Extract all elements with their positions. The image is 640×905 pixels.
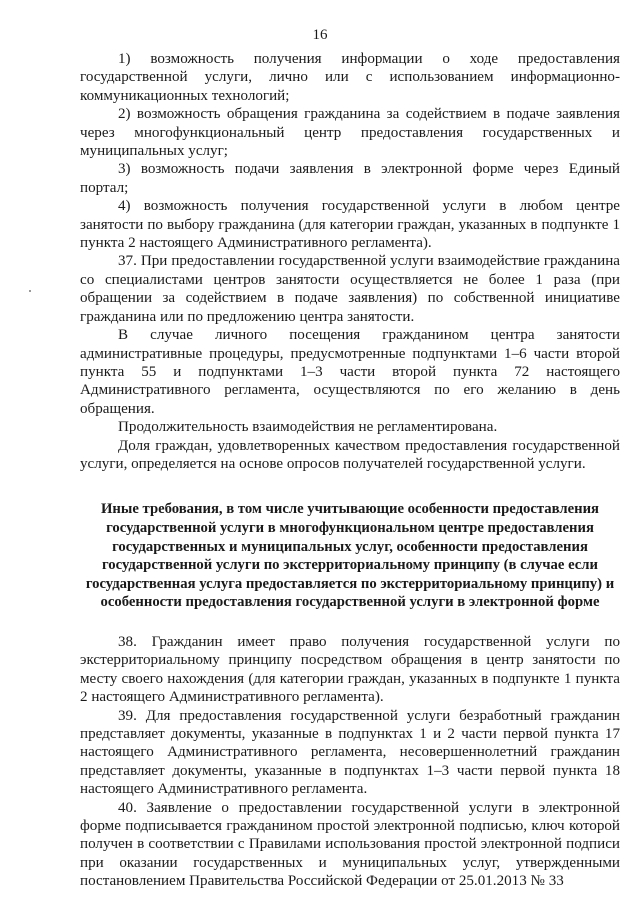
document-body [80,50,620,891]
paragraph-item-1: 1) возможность получения информации о ходе предоставления государственной услуги, лично или с использованием информационно-коммуникационных технологий; [80,51,620,104]
paragraph-item-2: 2) возможность обращения гражданина за содействием в подаче заявления через многофункциональный центр предоставления государственных и муниципальных услуг; [80,106,620,160]
paragraph-40: 40. Заявление о предоставлении государственной услуги в электронной форме подписывается гражданином простой электронной подписью, ключ которой получен в соответствии с Правилами использования простой электронной подписи при оказании государственных и муниципальных услуг, утвержденными постановлением Правительства Российской Федерации от 25.01.2013 № 33 [80,799,620,890]
paragraph-item-3: 3) возможность подачи заявления в электронной форме через Единый портал; [80,161,620,196]
paragraph-satisfaction: Доля граждан, удовлетворенных качеством предоставления государственной услуги, определяется на основе опросов получателей государственной услуги. [80,437,620,472]
paragraph-37: 37. При предоставлении государственной услуги взаимодействие гражданина со специалистами центров занятости осуществляется не более 1 раза (при обращении за содействием в подаче заявления) по собственной инициативе гражданина или по предложению центра занятости. [80,253,620,325]
section-heading: Иные требования, в том числе учитывающие особенности предоставления государственной услуги в многофункциональном центре предоставления государственных и муниципальных услуг, особенности предоставления государственной услуги по экстерриториальному принципу (в случае если государственная услуга предоставляется по экстерриториальному принципу) и особенности предоставления государственной услуги в электронной форме [85,501,615,611]
paragraph-38: 38. Гражданин имеет право получения государственной услуги по экстерриториальному принципу посредством обращения в центр занятости по месту своего нахождения (для категории граждан, указанных в подпункте 1 пункта 2 настоящего Административного регламента). [80,633,620,706]
paragraph-item-4: 4) возможность получения государственной услуги в любом центре занятости по выбору гражданина (для категории граждан, указанных в подпункте 1 пункта 2 настоящего Административного регламента). [80,198,620,252]
paragraph-39: 39. Для предоставления государственной услуги безработный гражданин представляет документы, указанные в подпунктах 1 и 2 части первой пункта 17 настоящего Административного регламента, несовершеннолетний гражданин представляет документы, указанные в подпунктах 1–3 части первой пункта 18 настоящего Административного регламента. [80,707,620,798]
paragraph-personal-visit: В случае личного посещения гражданином центра занятости административные процедуры, предусмотренные подпунктами 1–6 части второй пункта 55 и подпунктами 1–3 части второй пункта 72 настоящего Административного регламента, осуществляются по его желанию в день обращения. [80,327,620,417]
page-number: 16 [312,27,328,43]
scan-speck [29,290,31,292]
paragraph-duration: Продолжительность взаимодействия не регламентирована. [118,419,498,436]
